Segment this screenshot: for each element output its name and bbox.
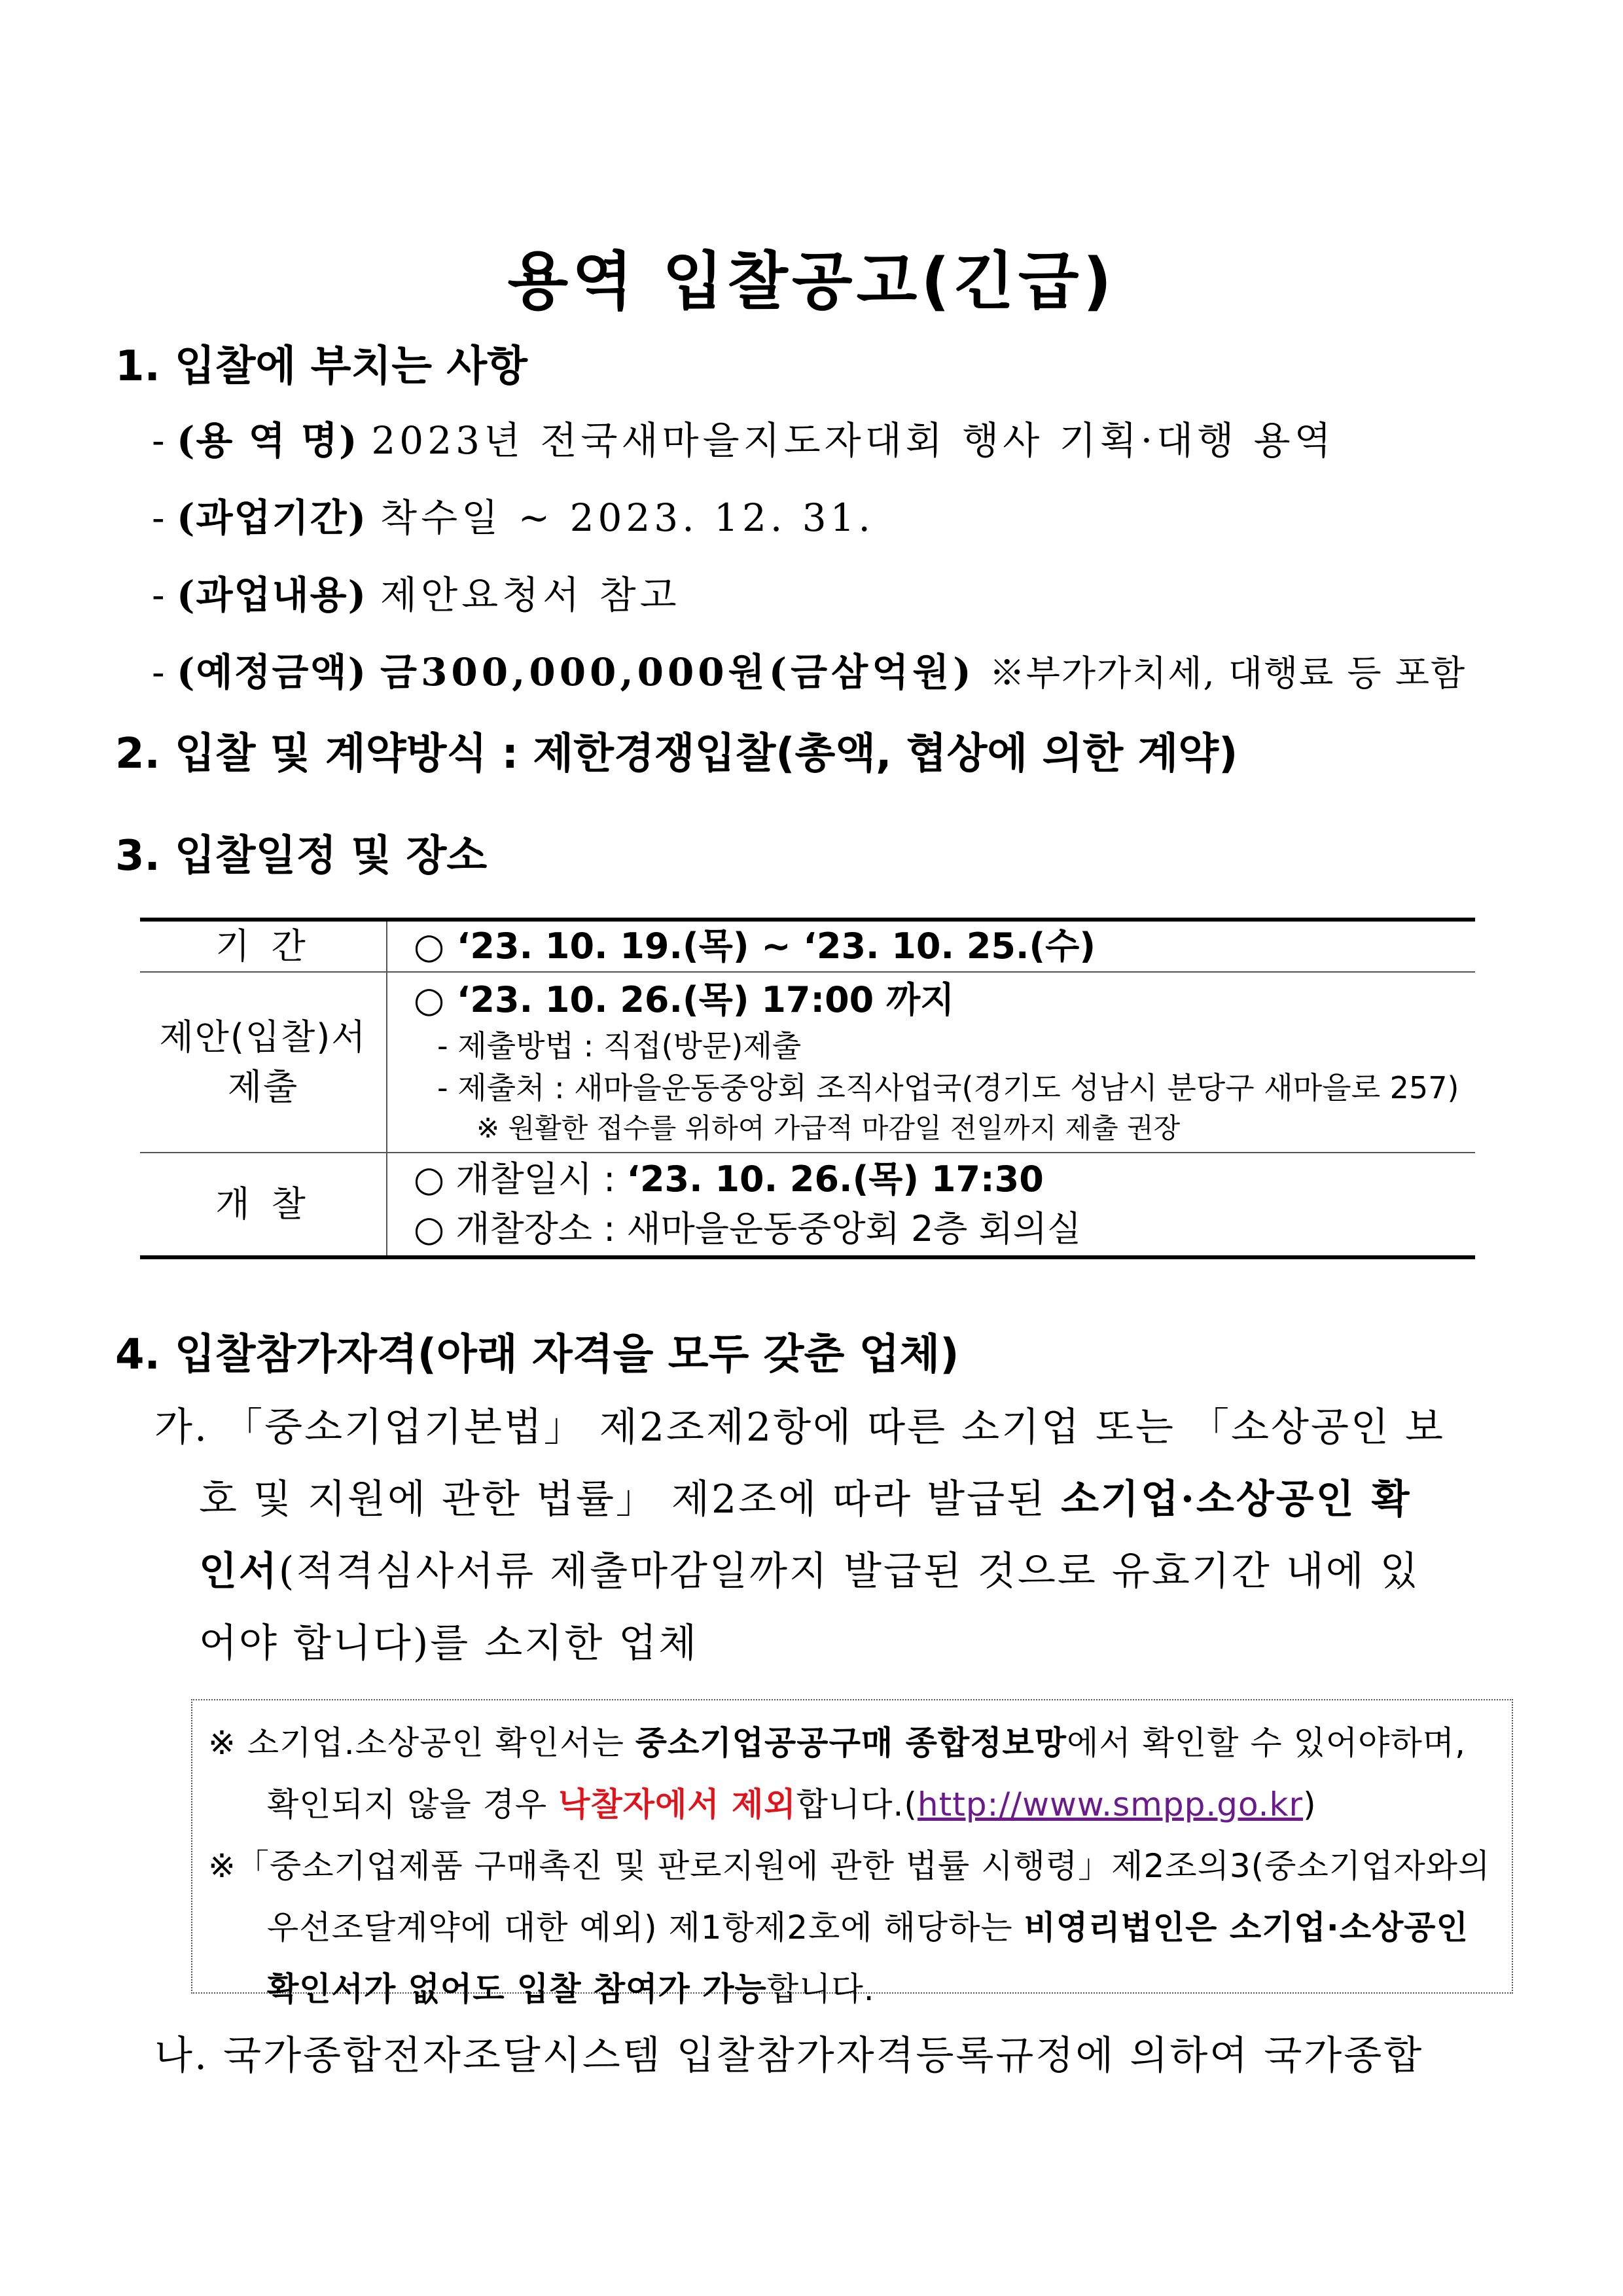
notice-line-2: 확인되지 않을 경우 낙찰자에서 제외합니다.(http://www.smpp.go.kr)	[267, 1785, 1317, 1823]
submission-header	[140, 972, 387, 1153]
period-value: ○ ‘23. 10. 19.(목) ~ ‘23. 10. 25.(수)	[387, 920, 1475, 972]
item-label: (예정금액)	[177, 650, 368, 694]
notice-line-3: ※「중소기업제품 구매촉진 및 판로지원에 관한 법률 시행령」제2조의3(중소기업자와의	[208, 1847, 1491, 1885]
section-2-number: 2.	[115, 730, 160, 778]
qualification-ga-line3: 인서(적격심사서류 제출마감일까지 발급된 것으로 유효기간 내에 있	[199, 1549, 1420, 1594]
item-service-name: - (용 역 명) 2023년 전국새마을지도자대회 행사 기획·대행 용역	[152, 418, 1335, 463]
section-3-title: 입찰일정 및 장소	[174, 832, 488, 880]
opening-body	[387, 1153, 1475, 1257]
section-4-heading	[115, 1323, 959, 1386]
section-4-title: 입찰참가자격(아래 자격을 모두 갖춘 업체)	[174, 1331, 959, 1379]
submission-note: ※ 원활한 접수를 위하여 가급적 마감일 전일까지 제출 권장	[476, 1112, 1181, 1144]
emphasis: 비영리법인은 소기업·소상공인	[1024, 1909, 1469, 1946]
item-label: (과업내용)	[177, 573, 368, 617]
item-work-content: - (과업내용) 제안요청서 참고	[152, 573, 681, 617]
opening-datetime-label: ○ 개찰일시 :	[414, 1158, 627, 1200]
item-note: ※부가가치세, 대행료 등 포함	[989, 653, 1467, 694]
schedule-table	[140, 918, 1475, 1259]
qualification-ga-line2: 호 및 지원에 관한 법률」 제2조에 따라 발급된 소기업·소상공인 확	[199, 1477, 1412, 1522]
notice-line-1: ※ 소기업.소상공인 확인서는 중소기업공공구매 종합정보망에서 확인할 수 있어야하며,	[208, 1724, 1466, 1762]
opening-place: ○ 개찰장소 : 새마을운동중앙회 2층 회의실	[414, 1208, 1082, 1249]
item-value: 금300,000,000원(금삼억원)	[380, 650, 975, 694]
emphasis: 소기업·소상공인 확	[1061, 1477, 1412, 1522]
smpp-link[interactable]: http://www.smpp.go.kr	[917, 1785, 1304, 1823]
submission-method: - 제출방법 : 직접(방문)제출	[437, 1028, 802, 1064]
section-4-number: 4.	[115, 1331, 160, 1379]
submission-deadline: ○ ‘23. 10. 26.(목) 17:00 까지	[414, 979, 955, 1020]
submission-place: - 제출처 : 새마을운동중앙회 조직사업국(경기도 성남시 분당구 새마을로 257)	[437, 1070, 1459, 1105]
item-work-period: - (과업기간) 착수일 ~ 2023. 12. 31.	[152, 495, 874, 540]
submission-body	[387, 972, 1475, 1153]
section-3-heading	[115, 825, 487, 888]
section-1-number: 1.	[115, 342, 160, 391]
qualification-na-line1: 나. 국가종합전자조달시스템 입찰참가자격등록규정에 의하여 국가종합	[154, 2033, 1424, 2079]
section-3-number: 3.	[115, 832, 160, 880]
emphasis: 확인서가 없어도 입찰 참여가 가능	[267, 1970, 767, 2008]
schedule-row-submission	[140, 972, 1475, 1153]
item-value: 제안요청서 참고	[380, 573, 681, 617]
notice-box	[191, 1699, 1513, 2008]
section-2-heading	[115, 723, 1238, 785]
qualification-ga	[154, 1391, 1522, 1679]
qualification-ga-line4: 어야 합니다)를 소지한 업체	[199, 1621, 699, 1666]
period-header: 기 간	[140, 920, 387, 972]
item-label: (용 역 명)	[177, 418, 359, 463]
document-title: 용역 입찰공고(긴급)	[507, 245, 1116, 318]
notice-line-4: 우선조달계약에 대한 예외) 제1항제2호에 해당하는 비영리법인은 소기업·소상공인	[267, 1909, 1469, 1946]
submission-header-line2: 제출	[227, 1066, 299, 1107]
section-2-title: 입찰 및 계약방식 : 제한경쟁입찰(총액, 협상에 의한 계약)	[174, 730, 1238, 778]
item-value: 2023년 전국새마을지도자대회 행사 기획·대행 용역	[371, 418, 1335, 463]
item-value: 착수일 ~ 2023. 12. 31.	[380, 495, 874, 540]
warning-text: 낙찰자에서 제외	[558, 1785, 796, 1823]
item-label: (과업기간)	[177, 495, 368, 540]
qualification-na	[154, 2020, 1522, 2092]
schedule-row-opening	[140, 1153, 1475, 1257]
schedule-row-period	[140, 920, 1475, 972]
submission-header-line1: 제안(입찰)서	[159, 1016, 367, 1058]
opening-header: 개 찰	[140, 1153, 387, 1257]
opening-datetime-value: ‘23. 10. 26.(목) 17:30	[626, 1158, 1044, 1200]
emphasis: 중소기업공공구매 종합정보망	[635, 1724, 1067, 1762]
section-1-title: 입찰에 부치는 사항	[174, 342, 527, 391]
section-1-heading	[115, 335, 527, 398]
opening-datetime	[414, 1155, 1475, 1204]
emphasis: 인서	[199, 1549, 279, 1594]
item-estimated-price: - (예정금액) 금300,000,000원(금삼억원) ※부가가치세, 대행료 등 포함	[152, 650, 1467, 694]
qualification-ga-line1: 가. 「중소기업기본법」 제2조제2항에 따른 소기업 또는 「소상공인 보	[154, 1405, 1445, 1450]
notice-line-5: 확인서가 없어도 입찰 참여가 가능합니다.	[267, 1970, 875, 2008]
